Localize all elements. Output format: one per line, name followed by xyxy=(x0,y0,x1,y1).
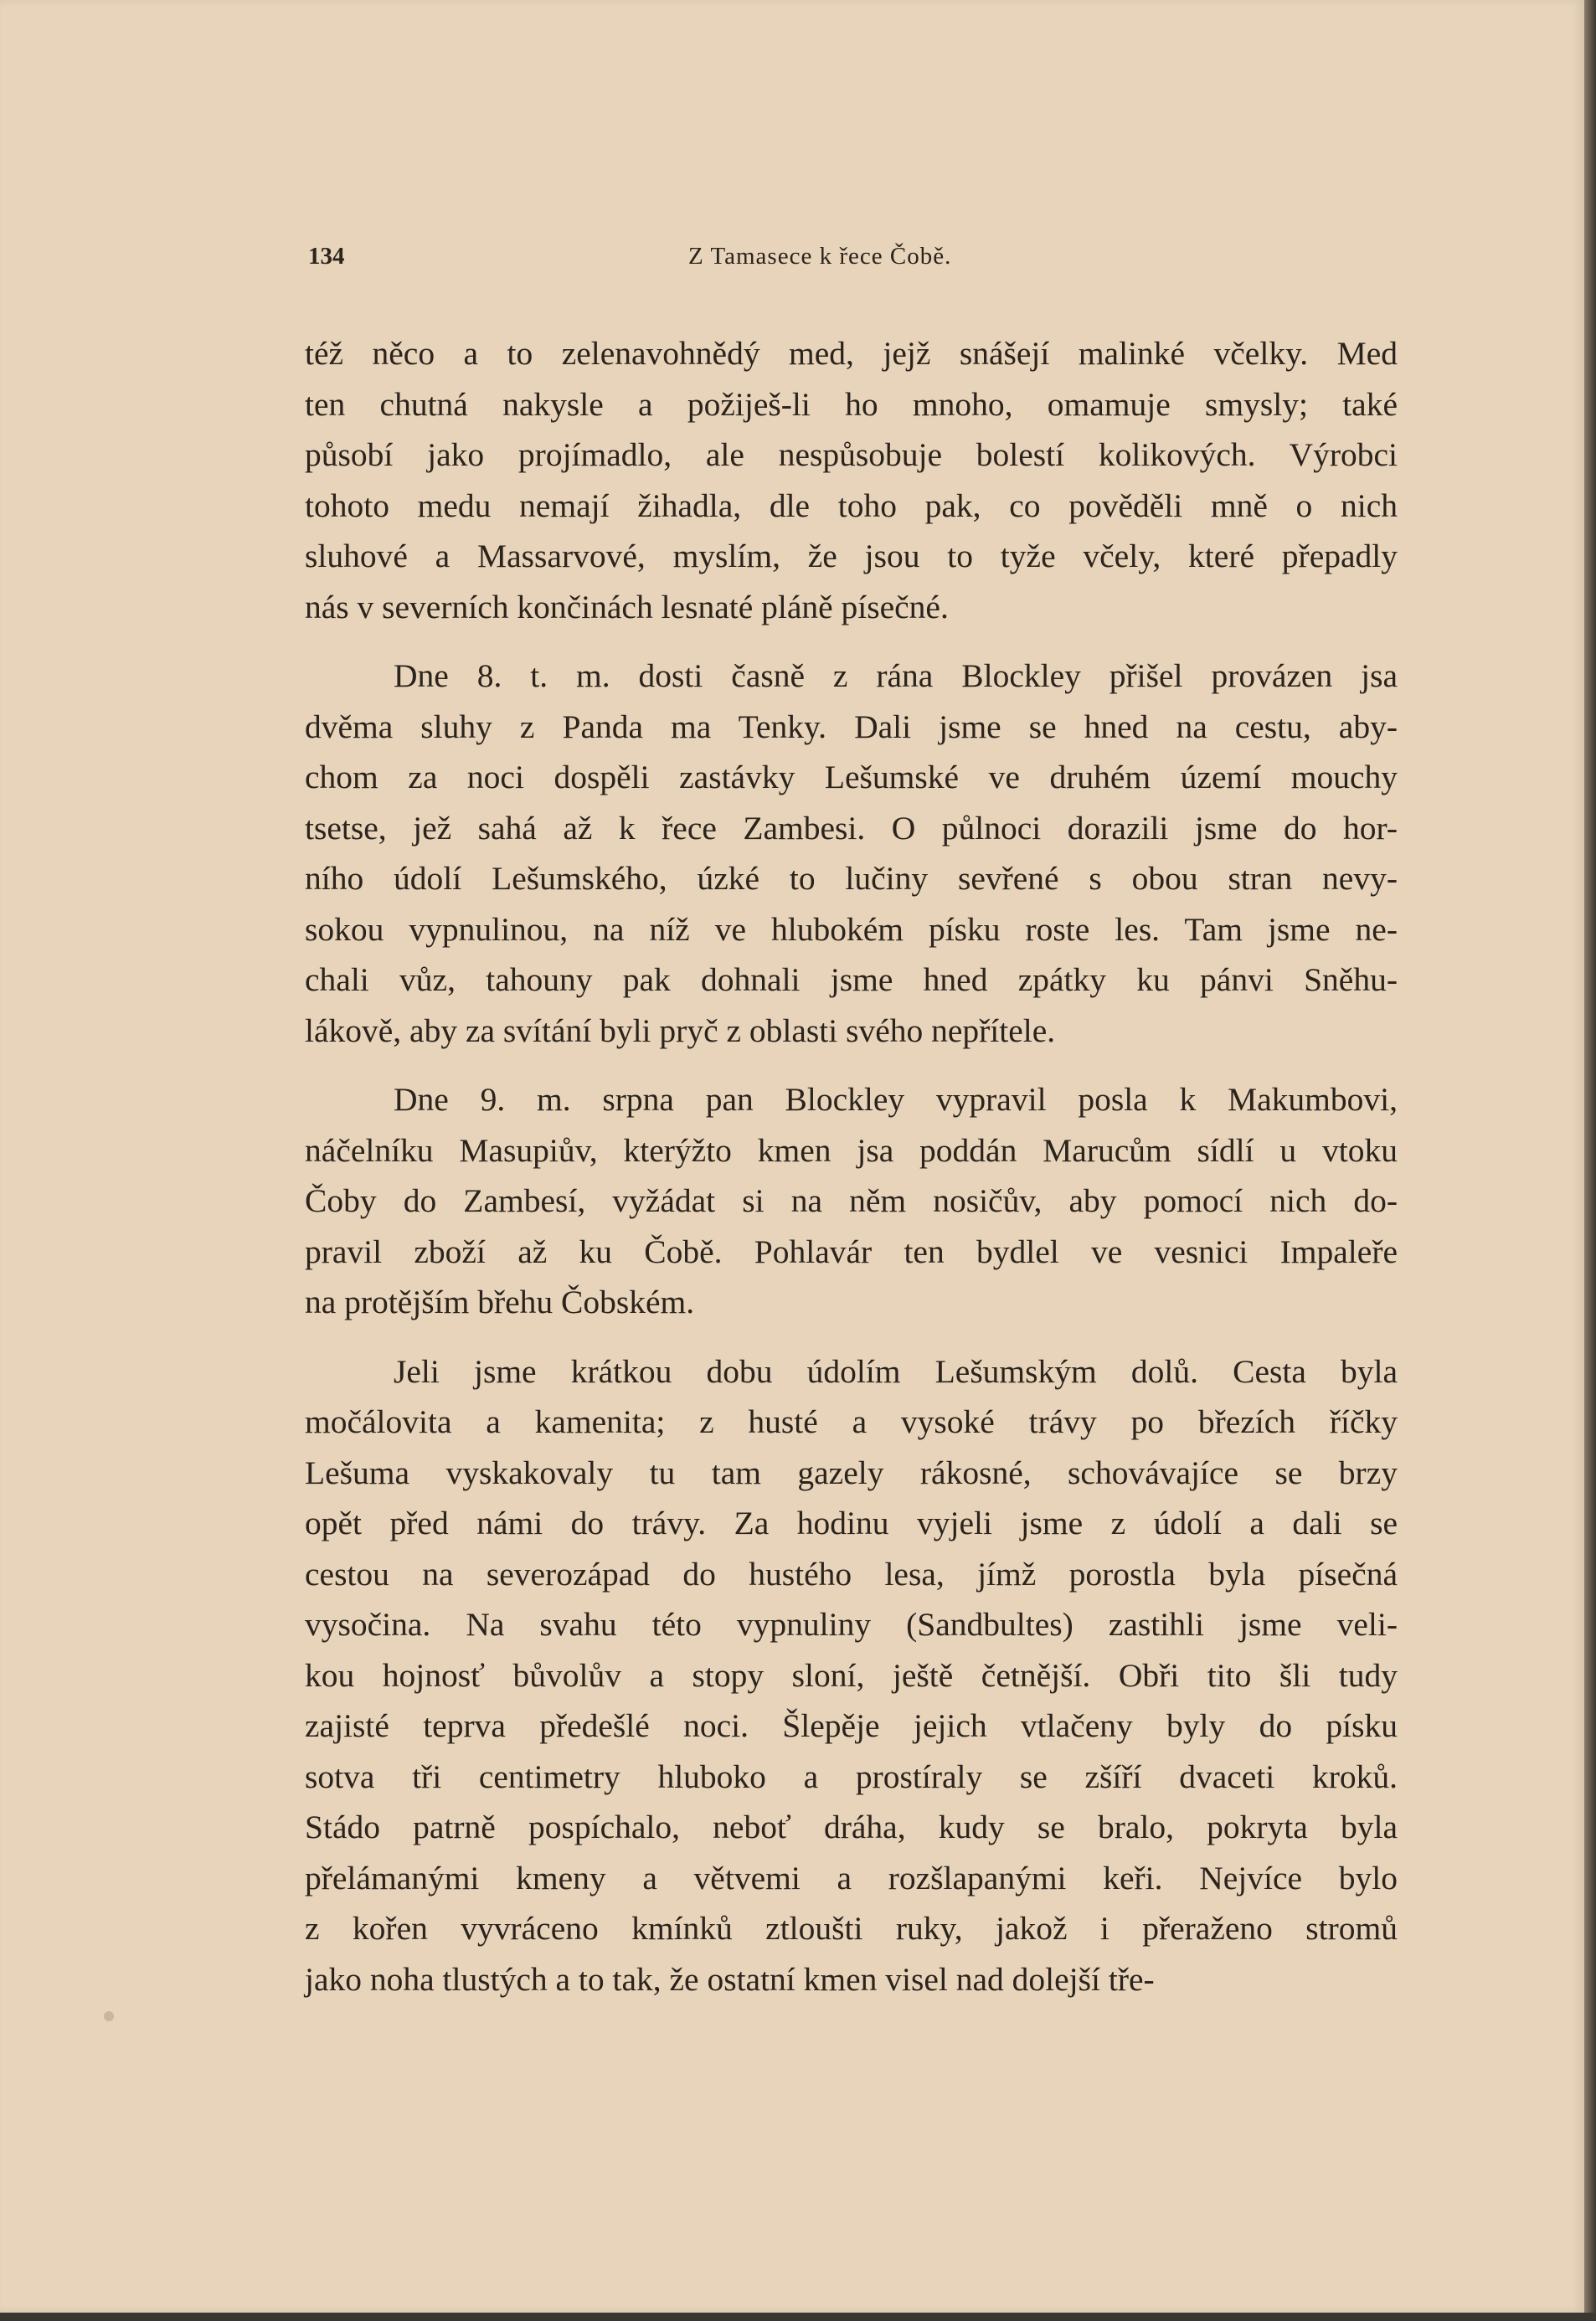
text-line: tohoto medu nemají žihadla, dle toho pak, co pověděli mně o nich xyxy=(305,486,1398,524)
text-line: Jeli jsme krátkou dobu údolím Lešumským dolů. Cesta byla xyxy=(394,1352,1398,1390)
text-line: sotva tři centimetry hluboko a prostíraly se zšíří dvaceti kroků. xyxy=(305,1757,1398,1795)
text-line: opět před námi do trávy. Za hodinu vyjeli jsme z údolí a dali se xyxy=(305,1505,1398,1541)
text-line: cestou na severozápad do hustého lesa, jímž porostla byla písečná xyxy=(305,1555,1398,1593)
paragraph-gap xyxy=(305,1056,1398,1074)
running-title: Z Tamasece k řece Čobě. xyxy=(688,243,952,270)
paper-speck xyxy=(104,2011,114,2021)
page-header xyxy=(308,243,1398,276)
text-line: ten chutná nakysle a požiješ-li ho mnoho, omamuje smysly; také xyxy=(305,385,1398,423)
text-line: z kořen vyvráceno kmínků ztloušti ruky, jakož i přeraženo stromů xyxy=(305,1910,1398,1947)
book-edge xyxy=(1584,0,1596,2321)
text-line: vysočina. Na svahu této vypnuliny (Sandbultes) zastihli jsme veli- xyxy=(305,1606,1398,1643)
paragraph xyxy=(305,1074,1398,1328)
paragraph xyxy=(305,651,1398,1056)
text-line: Čoby do Zambesí, vyžádat si na něm nosičův, aby pomocí nich do- xyxy=(305,1182,1398,1219)
page-number: 134 xyxy=(308,243,345,270)
text-line: sokou vypnulinou, na níž ve hlubokém písku roste les. Tam jsme ne- xyxy=(305,910,1398,948)
text-line: močálovita a kamenita; z husté a vysoké trávy po březích říčky xyxy=(305,1403,1398,1440)
paragraph xyxy=(305,328,1398,632)
paragraph-gap xyxy=(305,1328,1398,1346)
text-line: působí jako projímadlo, ale nespůsobuje bolestí kolikových. Výrobci xyxy=(305,436,1398,473)
text-line: lákově, aby za svítání byli pryč z oblasti svého nepřítele. xyxy=(305,1011,1056,1049)
text-line: sluhové a Massarvové, myslím, že jsou to tyže včely, které přepadly xyxy=(305,538,1398,574)
text-line: ního údolí Lešumského, úzké to lučiny sevřené s obou stran nevy- xyxy=(305,860,1398,897)
text-line: náčelníku Masupiův, kterýžto kmen jsa poddán Marucům sídlí u vtoku xyxy=(305,1131,1398,1169)
scan-border xyxy=(0,2313,1596,2321)
text-line: Lešuma vyskakovaly tu tam gazely rákosné, schovávajíce se brzy xyxy=(305,1454,1398,1491)
text-line: kou hojnosť bůvolův a stopy sloní, ještě četnější. Obři tito šli tudy xyxy=(305,1656,1398,1694)
page-body xyxy=(305,328,1398,2004)
text-line: chali vůz, tahouny pak dohnali jsme hned zpátky ku pánvi Sněhu- xyxy=(305,961,1398,998)
text-line: přelámanými kmeny a větvemi a rozšlapanými keři. Nejvíce bylo xyxy=(305,1859,1398,1896)
text-line: zajisté teprva předešlé noci. Šlepěje jejich vtlačeny byly do písku xyxy=(305,1707,1398,1744)
text-line: chom za noci dospěli zastávky Lešumské ve druhém území mouchy xyxy=(305,759,1398,795)
paragraph-gap xyxy=(305,632,1398,651)
text-line: dvěma sluhy z Panda ma Tenky. Dali jsme se hned na cestu, aby- xyxy=(305,708,1398,745)
text-line: nás v severních končinách lesnaté pláně písečné. xyxy=(305,588,949,625)
text-line: tsetse, jež sahá až k řece Zambesi. O půlnoci dorazili jsme do hor- xyxy=(305,809,1398,847)
text-line: Stádo patrně pospíchalo, neboť dráha, kudy se bralo, pokryta byla xyxy=(305,1809,1398,1845)
text-line: na protějším břehu Čobském. xyxy=(305,1284,695,1320)
text-line: pravil zboží až ku Čobě. Pohlavár ten bydlel ve vesnici Impaleře xyxy=(305,1233,1398,1270)
paragraph xyxy=(305,1346,1398,2005)
text-line: jako noha tlustých a to tak, že ostatní kmen visel nad dolejší tře- xyxy=(305,1960,1155,1998)
text-line: Dne 9. m. srpna pan Blockley vypravil posla k Makumbovi, xyxy=(394,1081,1398,1118)
text-line: též něco a to zelenavohnědý med, jejž snášejí malinké včelky. Med xyxy=(305,335,1398,372)
text-line: Dne 8. t. m. dosti časně z rána Blockley přišel provázen jsa xyxy=(394,657,1398,694)
